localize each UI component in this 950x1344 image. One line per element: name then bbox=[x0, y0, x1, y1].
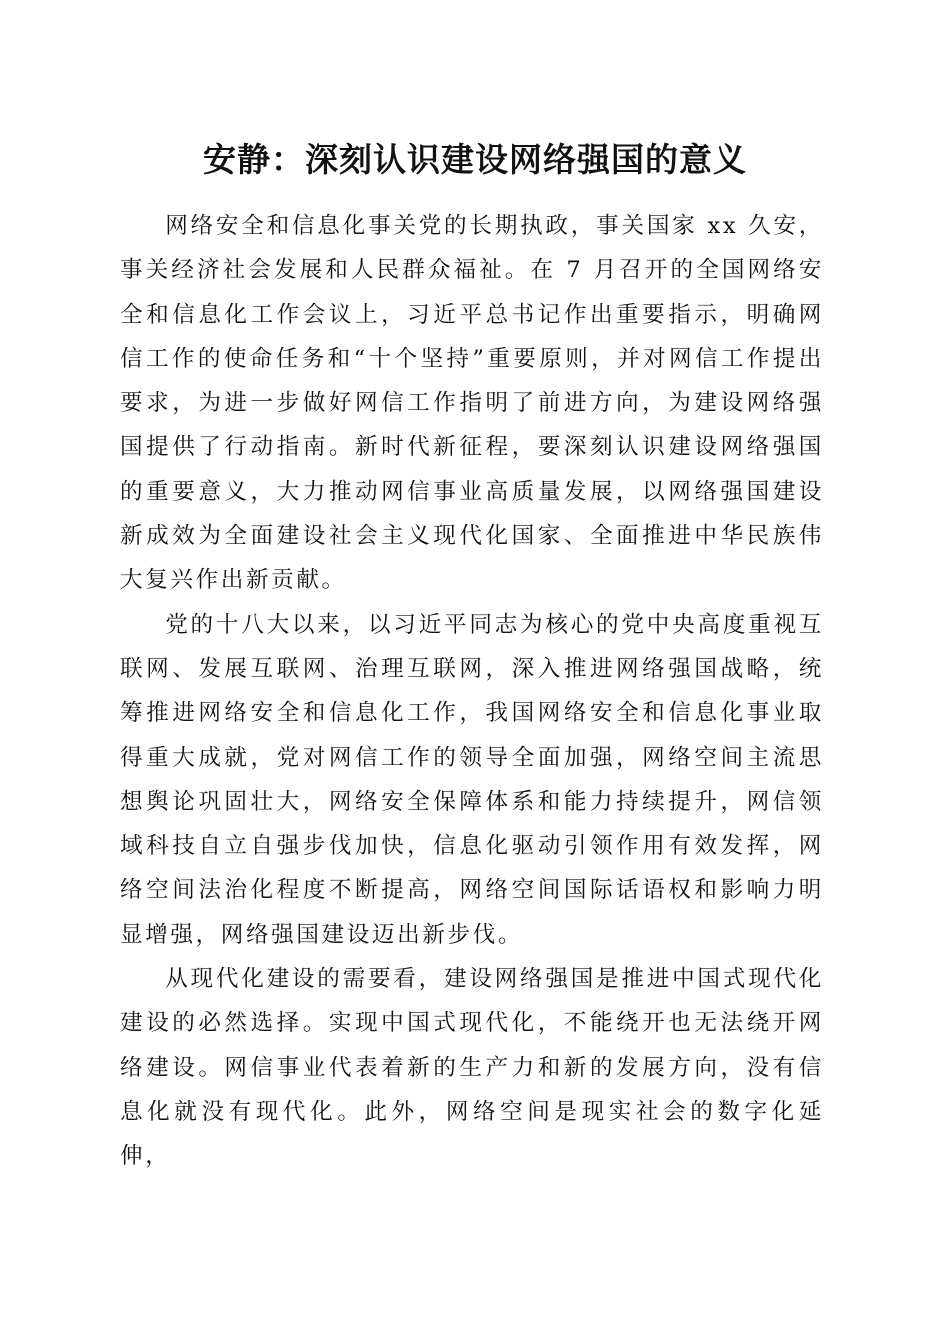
paragraph-1: 网络安全和信息化事关党的长期执政，事关国家 xx 久安，事关经济社会发展和人民群众福祉。在 7 月召开的全国网络安全和信息化工作会议上，习近平总书记作出重要指示，明确网信工作的使命任务和“十个坚持”重要原则，并对网信工作提出要求，为进一步做好网信工作指明了前进方向，为建设网络强国提供了行动指南。新时代新征程，要深刻认识建设网络强国的重要意义，大力推动网信事业高质量发展，以网络强国建设新成效为全面建设社会主义现代化国家、全面推进中华民族伟大复兴作出新贡献。 bbox=[120, 213, 824, 594]
paragraph-2: 党的十八大以来，以习近平同志为核心的党中央高度重视互联网、发展互联网、治理互联网，深入推进网络强国战略，统筹推进网络安全和信息化工作，我国网络安全和信息化事业取得重大成就，党对网信工作的领导全面加强，网络空间主流思想舆论巩固壮大，网络安全保障体系和能力持续提升，网信领域科技自立自强步伐加快，信息化驱动引领作用有效发挥，网络空间法治化程度不断提高，网络空间国际话语权和影响力明显增强，网络强国建设迈出新步伐。 bbox=[120, 611, 824, 948]
paragraph-3: 从现代化建设的需要看，建设网络强国是推进中国式现代化建设的必然选择。实现中国式现代化，不能绕开也无法绕开网络建设。网信事业代表着新的生产力和新的发展方向，没有信息化就没有现代化。此外，网络空间是现实社会的数字化延伸， bbox=[120, 966, 824, 1170]
document-title: 安静：深刻认识建设网络强国的意义 bbox=[203, 140, 747, 179]
document-body bbox=[120, 204, 824, 1179]
